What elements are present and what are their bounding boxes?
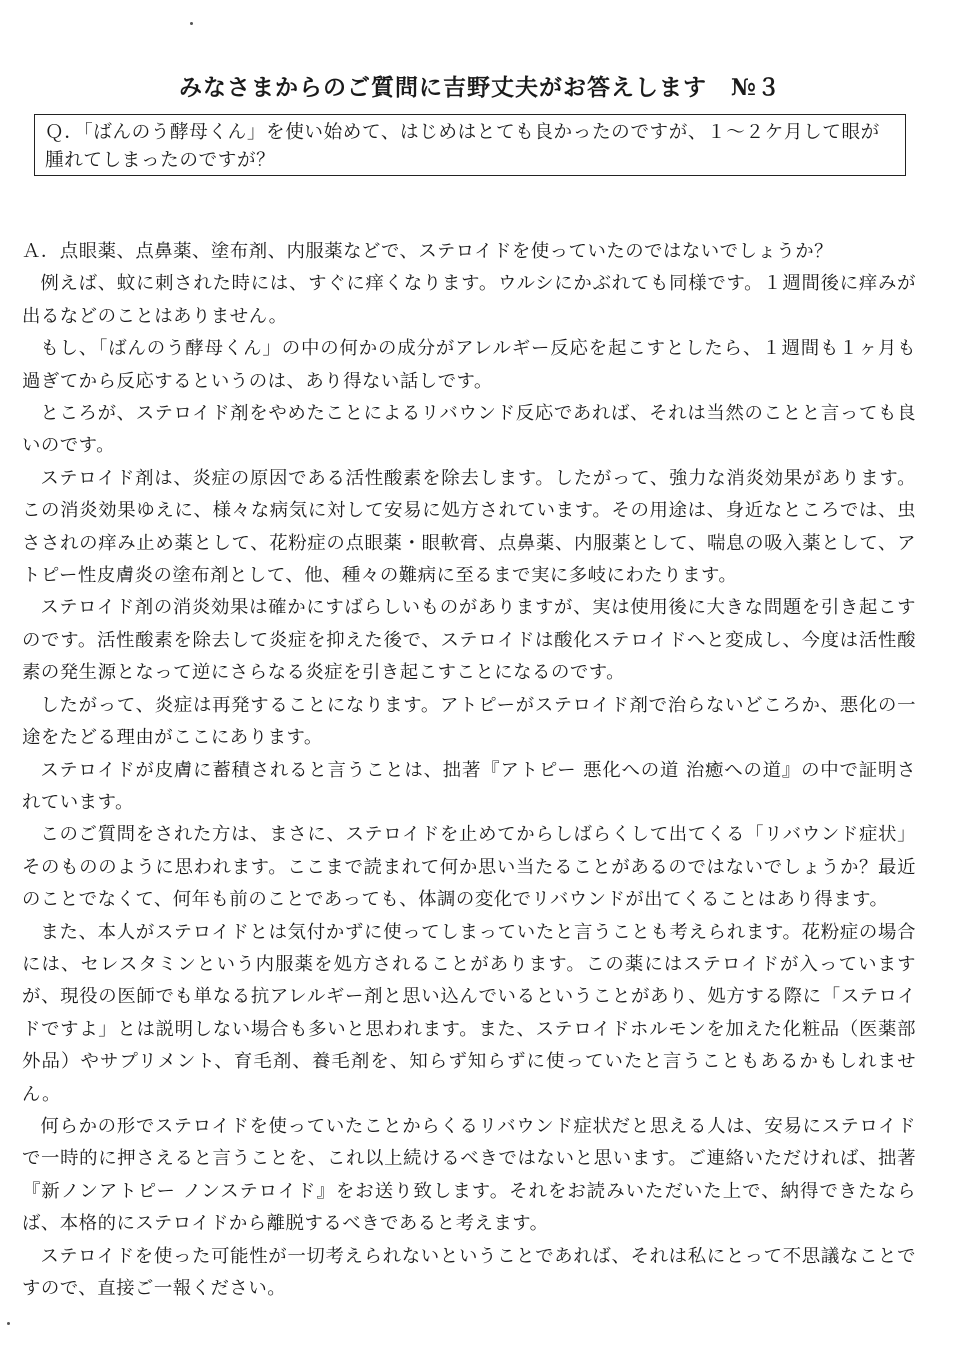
answer-paragraph-text: 点眼薬、点鼻薬、塗布剤、内服薬などで、ステロイドを使っていたのではないでしょうか？ xyxy=(59,241,834,262)
answer-paragraph: また、本人がステロイドとは気付かずに使ってしまっていたと言うことも考えられます。花粉症の場合には、セレスタミンという内服薬を処方されることがあります。この薬にはステロイドが入っていますが、現役の医師でも単なる抗アレルギー剤と思い込んでいるということがあり、処方する際に「ステロイドですよ」とは説明しない場合も多いと思われます。また、ステロイドホルモンを加えた化粧品（医薬部外品）やサプリメント、育毛剤、養毛剤を、知らず知らずに使っていたと言うこともあるかもしれません。 xyxy=(22,921,916,1105)
answer-paragraph xyxy=(22,236,916,268)
answer-body xyxy=(22,236,916,1305)
answer-paragraph: 例えば、蚊に刺された時には、すぐに痒くなります。ウルシにかぶれても同様です。１週間後に痒みが出るなどのことはありません。 xyxy=(22,273,916,327)
question-text: Ｑ．「ばんのう酵母くん」を使い始めて、はじめはとても良かったのですが、１～２ケ月して眼が腫れてしまったのですが？ xyxy=(45,122,880,171)
answer-paragraph: ステロイド剤は、炎症の原因である活性酸素を除去します。したがって、強力な消炎効果があります。この消炎効果ゆえに、様々な病気に対して安易に処方されています。その用途は、身近なところでは、虫さされの痒み止め薬として、花粉症の点眼薬・眼軟膏、点鼻薬、内服薬として、喘息の吸入薬として、アトピー性皮膚炎の塗布剤として、他、種々の難病に至るまで実に多岐にわたります。 xyxy=(22,467,916,587)
answer-lead: Ａ． xyxy=(22,241,60,262)
answer-paragraph: ステロイド剤の消炎効果は確かにすばらしいものがありますが、実は使用後に大きな問題を引き起こすのです。活性酸素を除去して炎症を抑えた後で、ステロイドは酸化ステロイドへと変成し、今度は活性酸素の発生源となって逆にさらなる炎症を引き起こすことになるのです。 xyxy=(22,597,916,684)
page-title: みなさまからのご質問に吉野丈夫がお答えします №３ xyxy=(179,74,781,102)
answer-paragraph: 何らかの形でステロイドを使っていたことからくるリバウンド症状だと思える人は、安易にステロイドで一時的に押さえると言うことを、これ以上続けるべきではないと思います。ご連絡いただければ、拙著『新ノンアトピー ノンステロイド』をお送り致します。それをお読みいただいた上で、納得できたならば、本格的にステロイドから離脱するべきであると考えます。 xyxy=(22,1115,916,1235)
answer-paragraph: もし、「ばんのう酵母くん」の中の何かの成分がアレルギー反応を起こすとしたら、１週間も１ヶ月も過ぎてから反応するというのは、あり得ない話しです。 xyxy=(22,338,916,392)
answer-paragraph: したがって、炎症は再発することになります。アトピーがステロイド剤で治らないどころか、悪化の一途をたどる理由がここにあります。 xyxy=(22,694,916,749)
answer-paragraph: ステロイドが皮膚に蓄積されると言うことは、拙著『アトピー 悪化への道 治癒への道』の中で証明されています。 xyxy=(22,759,916,813)
question-box xyxy=(34,114,906,176)
answer-paragraph: ステロイドを使った可能性が一切考えられないということであれば、それは私にとって不思議なことですので、直接ご一報ください。 xyxy=(22,1245,916,1299)
answer-paragraph: このご質問をされた方は、まさに、ステロイドを止めてからしばらくして出てくる「リバウンド症状」そのもののように思われます。ここまで読まれて何か思い当たることがあるのではないでしょうか？最近のことでなくて、何年も前のことであっても、体調の変化でリバウンドが出てくることはあり得ます。 xyxy=(22,824,916,911)
scan-speck xyxy=(7,1322,10,1325)
scan-speck xyxy=(190,22,193,25)
answer-paragraph: ところが、ステロイド剤をやめたことによるリバウンド反応であれば、それは当然のことと言っても良いのです。 xyxy=(22,403,916,457)
